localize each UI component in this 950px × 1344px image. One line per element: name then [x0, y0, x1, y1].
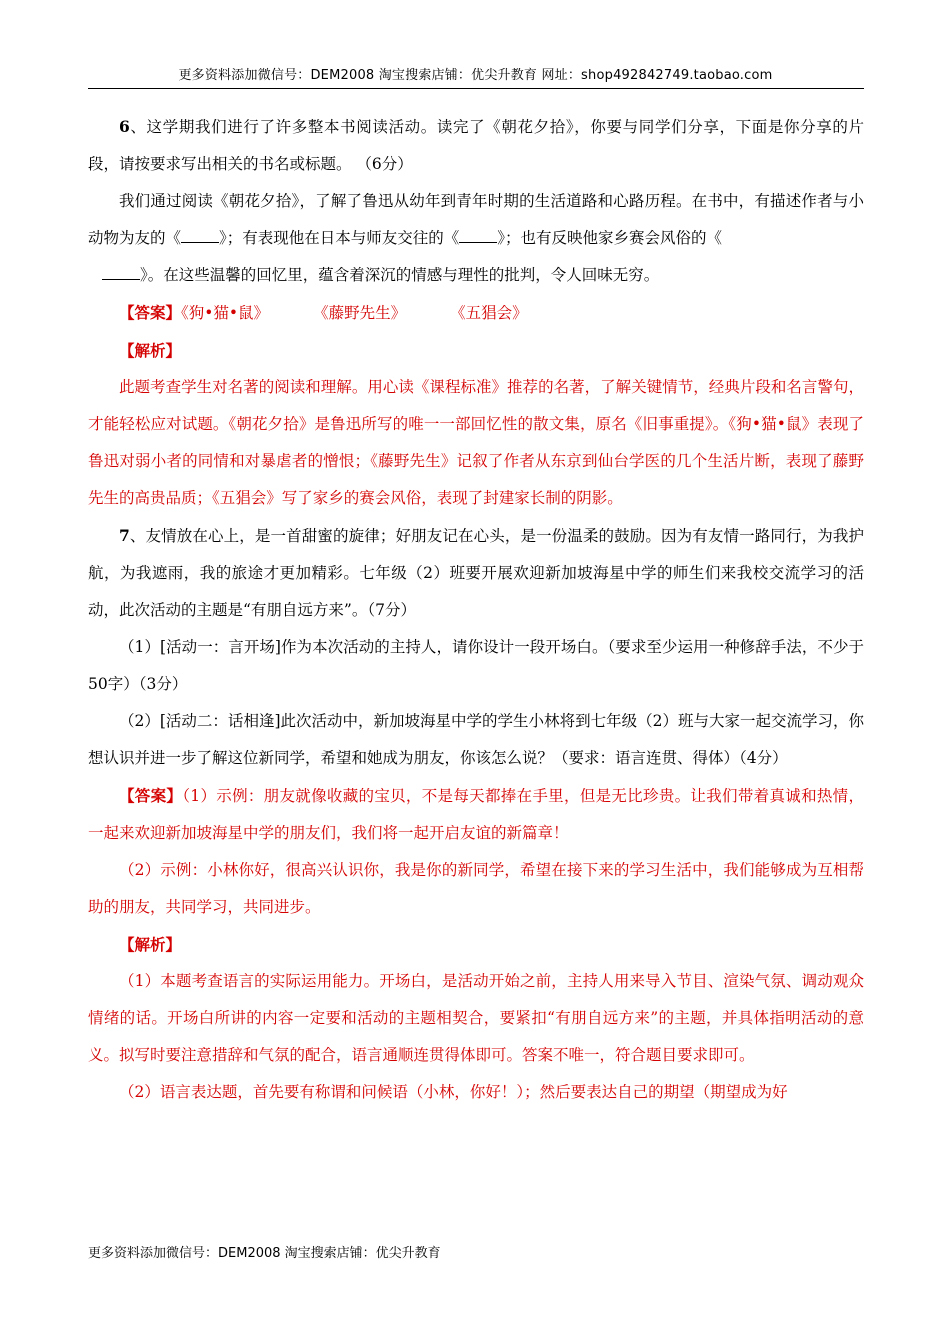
blank-2	[459, 228, 497, 243]
answer-item-3: 《五猖会》	[450, 304, 528, 322]
question-7-text: 、友情放在心上，是一首甜蜜的旋律；好朋友记在心头，是一份温柔的鼓励。因为有友情一路同行，为我护航，为我遮雨，我的旅途才更加精彩。七年级（2）班要开展欢迎新加坡海星中学的师生们来我校交流学习的活动，此次活动的主题是“有朋自远方来”。（7分）	[88, 527, 864, 619]
question-6-answer	[88, 294, 864, 332]
page-header: 更多资料添加微信号：DEM2008 淘宝搜索店铺：优尖升教育 网址：shop492842749.taobao.com	[178, 68, 773, 83]
question-7-analysis-2: （2）语言表达题，首先要有称谓和问候语（小林，你好！）；然后要表达自己的期望（期望成为好	[119, 1083, 788, 1101]
question-6-analysis: 此题考查学生对名著的阅读和理解。用心读《课程标准》推荐的名著，了解关键情节，经典片段和名言警句，才能轻松应对试题。《朝花夕拾》是鲁迅所写的唯一一部回忆性的散文集，原名《旧事重提》。《狗•猫•鼠》表现了鲁迅对弱小者的同情和对暴虐者的憎恨；《藤野先生》记叙了作者从东京到仙台学医的几个生活片断，表现了藤野先生的高贵品质；《五猖会》写了家乡的赛会风俗，表现了封建家长制的阴影。	[88, 378, 864, 507]
answer-text-1: （1）示例：朋友就像收藏的宝贝，不是每天都捧在手里，但是无比珍贵。让我们带着真诚和热情，一起来欢迎新加坡海星中学的朋友们，我们将一起开启友谊的新篇章！	[88, 787, 864, 842]
question-6-number: 6	[119, 117, 130, 136]
answer-item-2: 《藤野先生》	[313, 304, 407, 322]
header-divider	[88, 88, 864, 89]
question-7-analysis-1: （1）本题考查语言的实际运用能力。开场白，是活动开始之前，主持人用来导入节目、渲染气氛、调动观众情绪的话。开场白所讲的内容一定要和活动的主题相契合，要紧扣“有朋自远方来”的主题，并具体指明活动的意义。拟写时要注意措辞和气氛的配合，语言通顺连贯得体即可。答案不唯一，符合题目要求即可。	[88, 972, 864, 1064]
answer-label: 【答案】	[119, 786, 183, 805]
question-6-stem	[88, 108, 864, 183]
passage-part-d: 》。在这些温馨的回忆里，蕴含着深沉的情感与理性的批判，令人回味无穷。	[140, 266, 660, 284]
question-6-analysis-label: 【解析】	[119, 341, 182, 360]
question-7-answer-2: （2）示例：小林你好，很高兴认识你，我是你的新同学，希望在接下来的学习生活中，我们能够成为互相帮助的朋友，共同学习，共同进步。	[88, 861, 864, 916]
passage-part-c: 》；也有反映他家乡赛会风俗的《	[497, 229, 723, 247]
document-body	[88, 108, 864, 1111]
answer-item-1: 《狗•猫•鼠》	[181, 304, 270, 322]
passage-part-a: 我们通过阅读《朝花夕拾》，了解了鲁迅从幼年到青年时期的生活道路和心路历程。在书中，有描述作者与小动物为友的《	[88, 192, 864, 247]
question-7-number: 7	[119, 526, 130, 545]
question-7-sub-2: （2）[活动二：话相逢]此次活动中，新加坡海星中学的学生小林将到七年级（2）班与大家一起交流学习，你想认识并进一步了解这位新同学，希望和她成为朋友，你该怎么说？（要求：语言连贯、得体）（4分）	[88, 712, 864, 767]
question-7-sub-1: （1）[活动一：言开场]作为本次活动的主持人，请你设计一段开场白。（要求至少运用一种修辞手法，不少于50字）（3分）	[88, 638, 864, 693]
passage-part-b: 》；有表现他在日本与师友交往的《	[219, 229, 460, 247]
question-6-text: 、这学期我们进行了许多整本书阅读活动。读完了《朝花夕拾》，你要与同学们分享，下面是你分享的片段，请按要求写出相关的书名或标题。 （6分）	[88, 118, 864, 173]
page-footer: 更多资料添加微信号：DEM2008 淘宝搜索店铺：优尖升教育	[88, 1246, 441, 1261]
answer-label: 【答案】	[119, 303, 182, 322]
blank-1	[181, 228, 219, 243]
question-7-analysis-label: 【解析】	[119, 935, 182, 954]
question-7-stem	[88, 517, 864, 629]
question-7-answer-1	[88, 777, 864, 852]
question-6-passage	[88, 183, 864, 294]
blank-3	[102, 265, 140, 280]
